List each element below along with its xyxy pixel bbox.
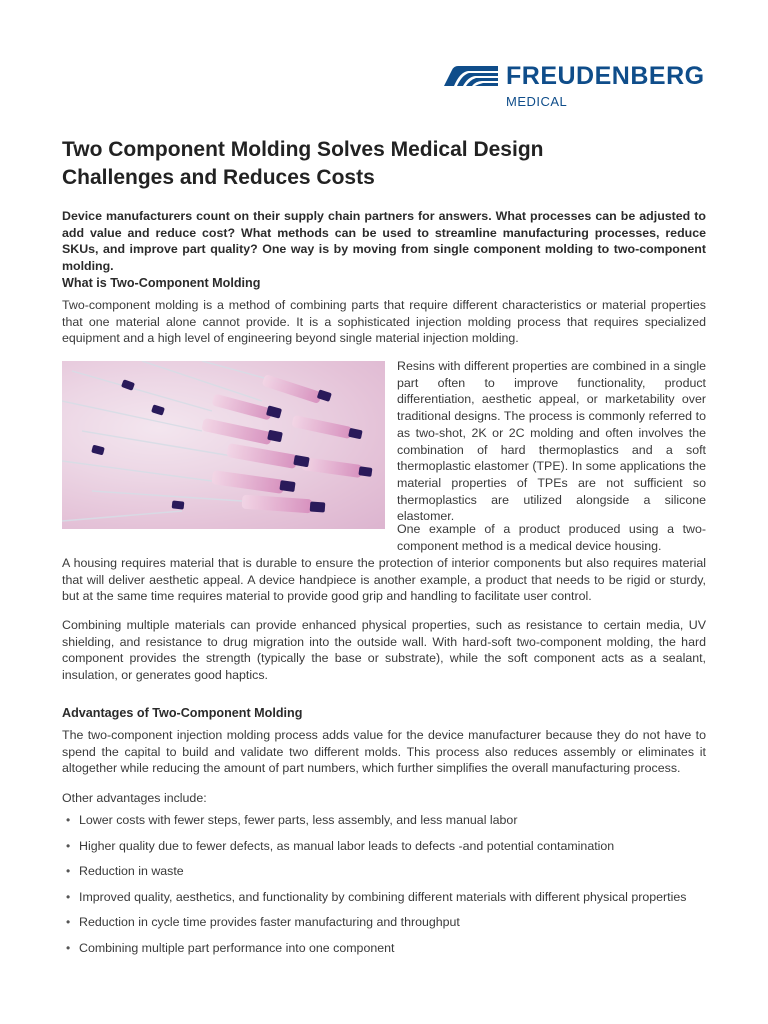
- logo-subtitle: MEDICAL: [506, 94, 568, 109]
- bullet-icon: •: [66, 940, 71, 955]
- list-item-text: Lower costs with fewer steps, fewer parts, less assembly, and less manual labor: [79, 813, 518, 827]
- logo-name: FREUDENBERG: [506, 62, 705, 90]
- list-item: [62, 812, 706, 838]
- molded-needles-photo: [62, 361, 385, 529]
- list-item-text: Combining multiple part performance into one component: [79, 940, 395, 955]
- list-item-text: Improved quality, aesthetics, and functionality by combining different materials with different physical properties: [79, 889, 687, 904]
- advantages-paragraph: The two-component injection molding process adds value for the device manufacturer because they do not have to spend the capital to build and validate two different molds. This process also reduces assembly or eliminates it altogether while reducing the amount of part numbers, which further simplifies the overall manufacturing process.: [62, 728, 706, 776]
- freudenberg-logo: [444, 62, 706, 110]
- list-item: [62, 863, 706, 889]
- example-paragraph-continued: A housing requires material that is durable to ensure the protection of interior components but also requires material that will deliver aesthetic appeal. A device handpiece is another example, a product that needs to be rigid or sturdy, but at the same time requires material to provide good grip and handling to facilitate user control.: [62, 556, 706, 604]
- other-advantages-label: Other advantages include:: [62, 791, 207, 805]
- definition-paragraph: Two-component molding is a method of combining parts that require different characteristics or material properties that one material alone cannot provide. It is a sophisticated injection molding process that requires specialized equipment and a high level of engineering beyond single material injection molding.: [62, 298, 706, 346]
- list-item: [62, 889, 706, 915]
- bullet-icon: •: [66, 838, 71, 853]
- page-title: Two Component Molding Solves Medical Design Challenges and Reduces Costs: [62, 138, 544, 189]
- intro-paragraph: Device manufacturers count on their supply chain partners for answers. What processes can be adjusted to add value and reduce cost? What methods can be used to streamline manufacturing processes, reduce SKUs, and improve part quality? One way is by moving from single component molding to two-component molding.: [62, 209, 706, 274]
- resins-paragraph: Resins with different properties are combined in a single part often to improve functionality, product differentiation, aesthetic appeal, or marketability over traditional designs. The process is commonly referred to as two-shot, 2K or 2C molding and often involves the combination of hard thermoplastics and a soft thermoplastic elastomer (TPE). In some applications the material properties of TPEs are not sufficient so thermoplastics are utilized alongside a silicone elastomer.: [397, 359, 706, 524]
- combining-materials-paragraph: Combining multiple materials can provide enhanced physical properties, such as resistance to certain media, UV shielding, and resistance to drug migration into the outside wall. With hard-soft two-component molding, the hard component provides the strength (typically the base or substrate), while the soft component acts as a sealant, insulation, or generates good haptics.: [62, 618, 706, 683]
- logo-wave-icon: [444, 66, 498, 86]
- list-item-text: Higher quality due to fewer defects, as manual labor leads to defects -and potential contamination: [79, 838, 615, 853]
- section-heading-advantages: Advantages of Two-Component Molding: [62, 706, 303, 720]
- list-item: [62, 838, 706, 864]
- bullet-icon: •: [66, 813, 71, 827]
- bullet-icon: •: [66, 864, 71, 878]
- bullet-icon: •: [66, 889, 71, 904]
- list-item-text: Reduction in waste: [79, 864, 184, 878]
- example-paragraph-start: One example of a product produced using a two-component method is a medical device housing.: [397, 522, 706, 553]
- bullet-icon: •: [66, 915, 71, 929]
- advantages-list: [62, 812, 706, 965]
- needles-illustration: [62, 361, 385, 529]
- section-heading-what-is: What is Two-Component Molding: [62, 276, 261, 290]
- list-item-text: Reduction in cycle time provides faster manufacturing and throughput: [79, 915, 460, 929]
- list-item: [62, 914, 706, 940]
- list-item: [62, 940, 706, 966]
